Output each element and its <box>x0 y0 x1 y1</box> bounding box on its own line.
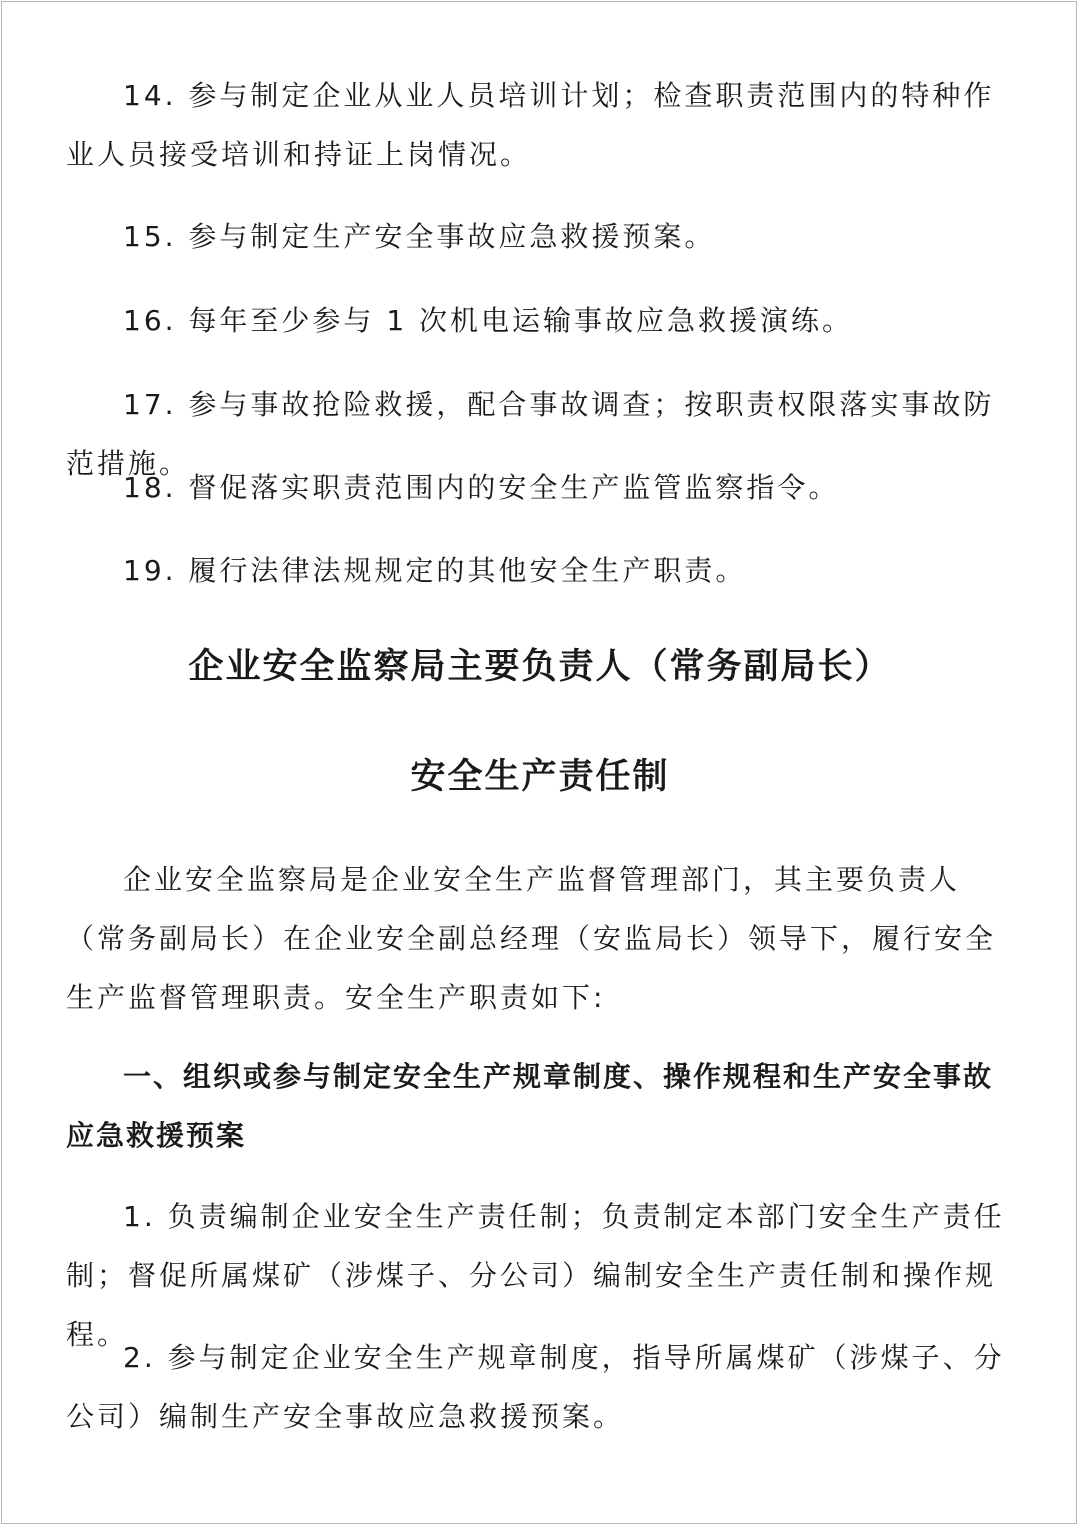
intro-paragraph: 企业安全监察局是企业安全生产监督管理部门，其主要负责人（常务副局长）在企业安全副总经理（安监局长）领导下，履行安全生产监督管理职责。安全生产职责如下: <box>66 863 997 1014</box>
item-14: 14. 参与制定企业从业人员培训计划；检查职责范围内的特种作业人员接受培训和持证上岗情况。 <box>66 79 995 171</box>
item-15: 15. 参与制定生产安全事故应急救援预案。 <box>123 220 716 253</box>
title-line-2: 安全生产责任制 <box>410 757 670 797</box>
title-line-1: 企业安全监察局主要负责人（常务副局长） <box>188 647 892 687</box>
item-19: 19. 履行法律法规规定的其他安全生产职责。 <box>123 554 747 587</box>
section-1-item-2: 2. 参与制定企业安全生产规章制度，指导所属煤矿（涉煤子、分公司）编制生产安全事故应急救援预案。 <box>66 1341 1005 1433</box>
item-16: 16. 每年至少参与 1 次机电运输事故应急救援演练。 <box>123 304 854 337</box>
section-1-item-1: 1. 负责编制企业安全生产责任制；负责制定本部门安全生产责任制；督促所属煤矿（涉煤子、分公司）编制安全生产责任制和操作规程。 <box>66 1200 1005 1351</box>
item-17: 17. 参与事故抢险救援，配合事故调查；按职责权限落实事故防范措施。 <box>66 388 995 480</box>
section-1-heading: 一、组织或参与制定安全生产规章制度、操作规程和生产安全事故应急救援预案 <box>66 1060 994 1152</box>
item-18: 18. 督促落实职责范围内的安全生产监管监察指令。 <box>123 471 840 504</box>
